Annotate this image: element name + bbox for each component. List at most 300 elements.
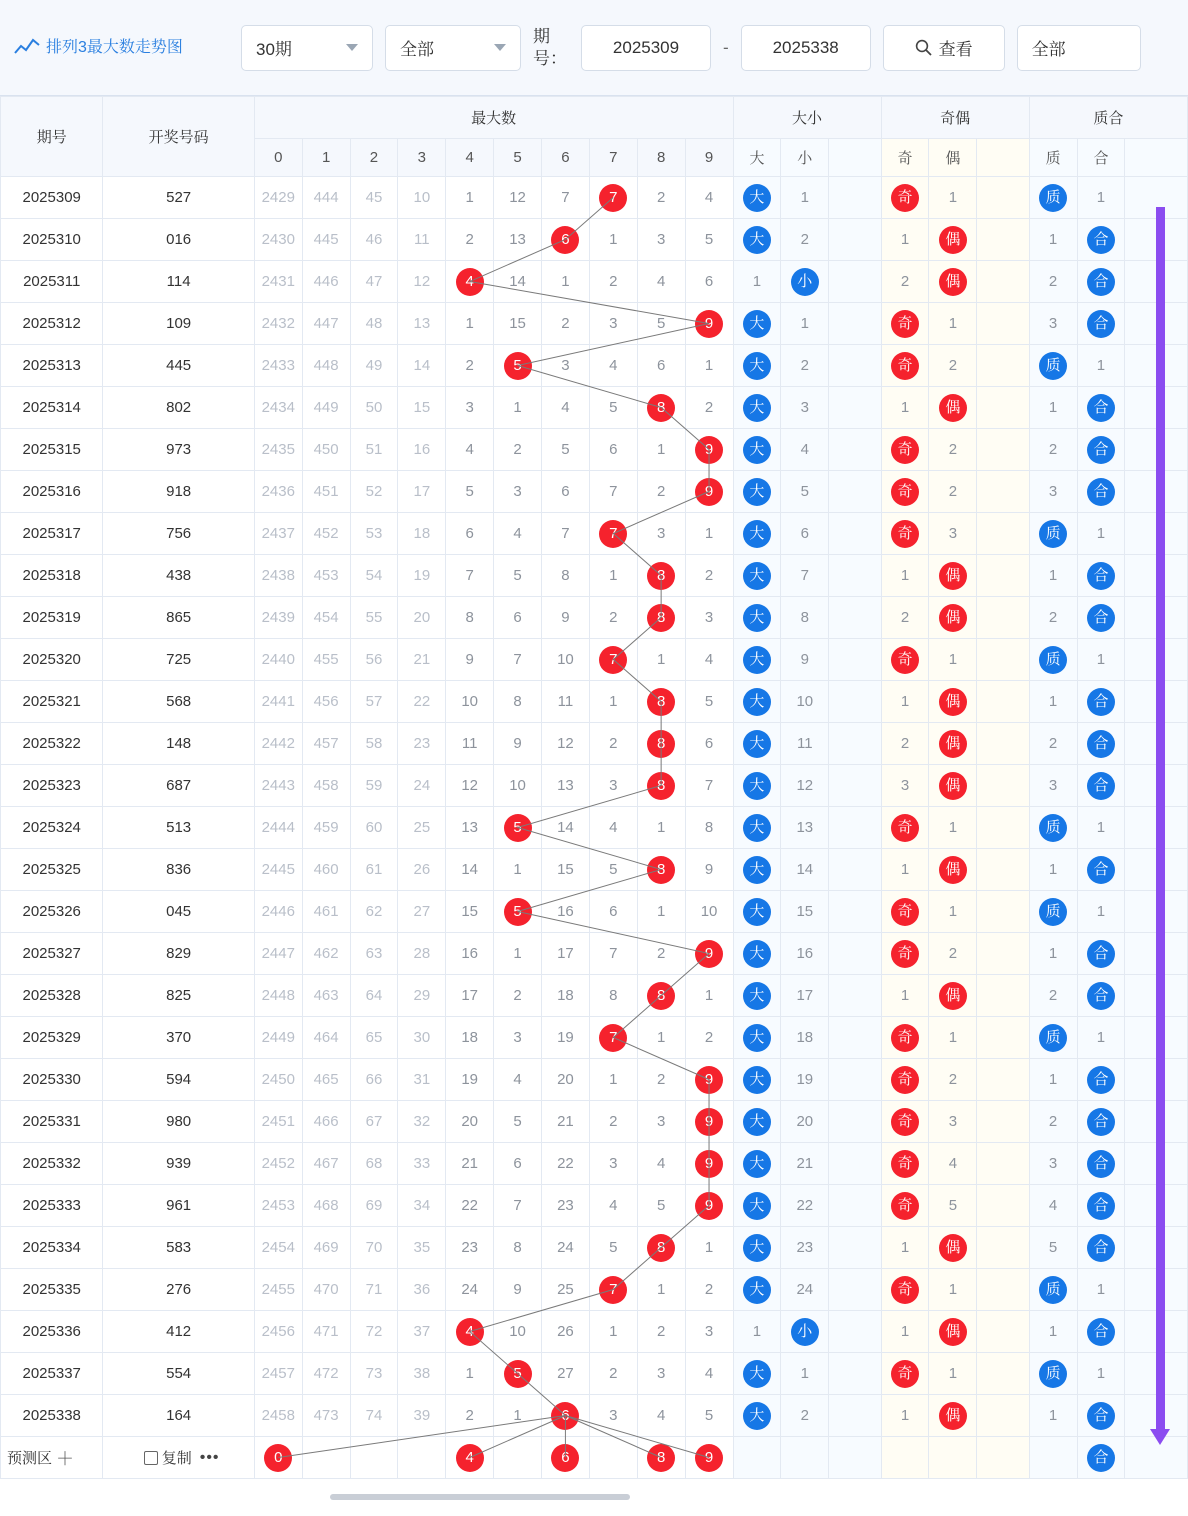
cell-max-hit-5 bbox=[494, 1353, 542, 1395]
cell-max-miss-6: 21 bbox=[541, 1101, 589, 1143]
cell-max-miss-6: 6 bbox=[541, 471, 589, 513]
table-row bbox=[1, 891, 1188, 933]
predict-cell-2[interactable] bbox=[350, 1437, 398, 1479]
cell-prime-comp bbox=[1077, 555, 1125, 597]
predict-ball: 8 bbox=[647, 1444, 675, 1472]
cell-prime-comp: 1 bbox=[1077, 1269, 1125, 1311]
cell-max-miss-1: 455 bbox=[302, 639, 350, 681]
cell-parity-spacer bbox=[977, 429, 1029, 471]
cell-prime-prime: 2 bbox=[1029, 429, 1077, 471]
predict-spacer-5 bbox=[977, 1437, 1029, 1479]
cell-parity-odd bbox=[881, 1269, 929, 1311]
hit-ball: 7 bbox=[599, 1024, 627, 1052]
cell-max-miss-6: 12 bbox=[541, 723, 589, 765]
th-max-col-8: 8 bbox=[637, 139, 685, 177]
cell-max-miss-6: 23 bbox=[541, 1185, 589, 1227]
more-options-button[interactable]: ••• bbox=[199, 1448, 220, 1466]
cell-max-miss-5: 5 bbox=[494, 555, 542, 597]
cell-max-miss-2: 54 bbox=[350, 555, 398, 597]
horizontal-scrollbar[interactable] bbox=[0, 1493, 1188, 1501]
cell-parity-odd: 2 bbox=[881, 723, 929, 765]
cell-max-miss-3: 29 bbox=[398, 975, 446, 1017]
predict-cell-7[interactable] bbox=[589, 1437, 637, 1479]
cell-size-small: 23 bbox=[781, 1227, 829, 1269]
cell-parity-odd: 1 bbox=[881, 975, 929, 1017]
cell-size-small: 2 bbox=[781, 345, 829, 387]
cell-max-miss-6: 11 bbox=[541, 681, 589, 723]
cell-parity-odd: 2 bbox=[881, 597, 929, 639]
th-max-col-5: 5 bbox=[494, 139, 542, 177]
cell-size-spacer bbox=[829, 1059, 881, 1101]
cell-max-miss-6: 8 bbox=[541, 555, 589, 597]
hit-ball: 9 bbox=[695, 1150, 723, 1178]
cell-draw: 109 bbox=[103, 303, 254, 345]
cell-size-big-ball: 大 bbox=[743, 1066, 771, 1094]
cell-max-miss-6: 17 bbox=[541, 933, 589, 975]
cell-parity-spacer bbox=[977, 639, 1029, 681]
cell-parity-spacer bbox=[977, 1185, 1029, 1227]
cell-size-small: 11 bbox=[781, 723, 829, 765]
cell-prime-prime-ball: 质 bbox=[1039, 1024, 1067, 1052]
table-row bbox=[1, 681, 1188, 723]
cell-max-miss-1: 470 bbox=[302, 1269, 350, 1311]
cell-max-miss-1: 461 bbox=[302, 891, 350, 933]
cell-max-miss-4: 2 bbox=[446, 345, 494, 387]
cell-parity-even-ball: 偶 bbox=[939, 268, 967, 296]
cell-size-small: 10 bbox=[781, 681, 829, 723]
cell-max-hit-7 bbox=[589, 1017, 637, 1059]
cell-max-miss-3: 33 bbox=[398, 1143, 446, 1185]
cell-parity-even: 1 bbox=[929, 1269, 977, 1311]
cell-parity-spacer bbox=[977, 891, 1029, 933]
add-icon[interactable]: ＋ bbox=[56, 1448, 75, 1469]
hit-ball: 9 bbox=[695, 1066, 723, 1094]
table-row bbox=[1, 1311, 1188, 1353]
cell-parity-even bbox=[929, 1395, 977, 1437]
cell-max-miss-0: 2429 bbox=[254, 177, 302, 219]
cell-max-miss-2: 56 bbox=[350, 639, 398, 681]
cell-parity-even-ball: 偶 bbox=[939, 730, 967, 758]
cell-size-big bbox=[733, 1017, 781, 1059]
cell-max-miss-4: 2 bbox=[446, 219, 494, 261]
th-parity-odd: 奇 bbox=[881, 139, 929, 177]
cell-prime-prime bbox=[1029, 807, 1077, 849]
cell-prime-comp-ball: 合 bbox=[1087, 226, 1115, 254]
cell-size-big bbox=[733, 177, 781, 219]
cell-max-miss-1: 468 bbox=[302, 1185, 350, 1227]
cell-max-miss-1: 465 bbox=[302, 1059, 350, 1101]
table-row bbox=[1, 513, 1188, 555]
cell-max-miss-6: 27 bbox=[541, 1353, 589, 1395]
cell-max-miss-2: 66 bbox=[350, 1059, 398, 1101]
cell-max-miss-0: 2447 bbox=[254, 933, 302, 975]
cell-max-miss-8: 3 bbox=[637, 513, 685, 555]
cell-parity-odd bbox=[881, 471, 929, 513]
cell-max-miss-1: 458 bbox=[302, 765, 350, 807]
cell-max-miss-8: 5 bbox=[637, 1185, 685, 1227]
cell-parity-odd: 1 bbox=[881, 681, 929, 723]
cell-draw: 016 bbox=[103, 219, 254, 261]
cell-max-miss-8: 2 bbox=[637, 1311, 685, 1353]
cell-max-miss-6: 22 bbox=[541, 1143, 589, 1185]
cell-prime-prime: 1 bbox=[1029, 849, 1077, 891]
cell-max-miss-1: 464 bbox=[302, 1017, 350, 1059]
cell-parity-spacer bbox=[977, 1143, 1029, 1185]
cell-prime-comp-ball: 合 bbox=[1087, 982, 1115, 1010]
cell-prime-prime: 3 bbox=[1029, 1143, 1077, 1185]
cell-max-miss-5: 9 bbox=[494, 723, 542, 765]
cell-period: 2025324 bbox=[1, 807, 103, 849]
cell-max-hit-8 bbox=[637, 597, 685, 639]
cell-prime-prime: 1 bbox=[1029, 1059, 1077, 1101]
cell-parity-even-ball: 偶 bbox=[939, 688, 967, 716]
search-button-label: 查看 bbox=[938, 40, 973, 59]
table-row bbox=[1, 219, 1188, 261]
cell-max-miss-8: 3 bbox=[637, 1353, 685, 1395]
cell-max-miss-6: 4 bbox=[541, 387, 589, 429]
cell-size-big-ball: 大 bbox=[743, 1276, 771, 1304]
cell-parity-even bbox=[929, 261, 977, 303]
cell-parity-odd: 1 bbox=[881, 1395, 929, 1437]
cell-prime-prime: 2 bbox=[1029, 261, 1077, 303]
cell-prime-comp bbox=[1077, 765, 1125, 807]
chart-title-link[interactable] bbox=[14, 35, 229, 61]
cell-size-small: 8 bbox=[781, 597, 829, 639]
cell-size-spacer bbox=[829, 345, 881, 387]
cell-size-big bbox=[733, 765, 781, 807]
cell-prime-prime-ball: 质 bbox=[1039, 520, 1067, 548]
cell-parity-spacer bbox=[977, 1227, 1029, 1269]
cell-prime-comp-ball: 合 bbox=[1087, 1066, 1115, 1094]
cell-max-hit-9 bbox=[685, 1059, 733, 1101]
cell-max-miss-8: 4 bbox=[637, 1395, 685, 1437]
cell-max-hit-6 bbox=[541, 1395, 589, 1437]
cell-prime-prime bbox=[1029, 891, 1077, 933]
cell-max-miss-3: 13 bbox=[398, 303, 446, 345]
cell-max-hit-8 bbox=[637, 387, 685, 429]
cell-prime-prime: 3 bbox=[1029, 303, 1077, 345]
chart-line-icon bbox=[14, 37, 40, 59]
cell-parity-spacer bbox=[977, 1101, 1029, 1143]
cell-max-miss-3: 21 bbox=[398, 639, 446, 681]
cell-size-big-ball: 大 bbox=[743, 1024, 771, 1052]
cell-max-miss-3: 20 bbox=[398, 597, 446, 639]
hit-ball: 8 bbox=[647, 772, 675, 800]
cell-prime-comp-ball: 合 bbox=[1087, 772, 1115, 800]
cell-parity-odd bbox=[881, 345, 929, 387]
cell-max-miss-2: 69 bbox=[350, 1185, 398, 1227]
cell-max-miss-0: 2439 bbox=[254, 597, 302, 639]
cell-parity-even bbox=[929, 681, 977, 723]
th-parity-spacer bbox=[977, 139, 1029, 177]
cell-max-miss-2: 55 bbox=[350, 597, 398, 639]
cell-max-miss-3: 22 bbox=[398, 681, 446, 723]
cell-prime-comp bbox=[1077, 597, 1125, 639]
cell-parity-even: 1 bbox=[929, 807, 977, 849]
trend-table bbox=[0, 96, 1188, 1479]
cell-period: 2025334 bbox=[1, 1227, 103, 1269]
cell-parity-odd bbox=[881, 933, 929, 975]
cell-size-big-ball: 大 bbox=[743, 226, 771, 254]
cell-size-spacer bbox=[829, 1017, 881, 1059]
hit-ball: 8 bbox=[647, 562, 675, 590]
cell-size-spacer bbox=[829, 471, 881, 513]
cell-max-hit-8 bbox=[637, 555, 685, 597]
predict-cell-3[interactable] bbox=[398, 1437, 446, 1479]
cell-max-miss-2: 71 bbox=[350, 1269, 398, 1311]
cell-max-miss-8: 4 bbox=[637, 261, 685, 303]
cell-period: 2025332 bbox=[1, 1143, 103, 1185]
cell-draw: 164 bbox=[103, 1395, 254, 1437]
cell-size-small bbox=[781, 261, 829, 303]
cell-size-small: 12 bbox=[781, 765, 829, 807]
cell-parity-spacer bbox=[977, 1269, 1029, 1311]
predict-cell-8[interactable] bbox=[637, 1437, 685, 1479]
th-max-col-2: 2 bbox=[350, 139, 398, 177]
cell-size-spacer bbox=[829, 1311, 881, 1353]
filter-all-select[interactable] bbox=[385, 25, 521, 71]
copy-button[interactable]: 复制 bbox=[144, 1447, 192, 1468]
cell-max-miss-9: 2 bbox=[685, 1017, 733, 1059]
cell-max-miss-6: 7 bbox=[541, 513, 589, 555]
predict-cell-0[interactable] bbox=[254, 1437, 302, 1479]
cell-period: 2025310 bbox=[1, 219, 103, 261]
cell-size-big-ball: 大 bbox=[743, 352, 771, 380]
predict-ball: 6 bbox=[551, 1444, 579, 1472]
cell-max-miss-7: 3 bbox=[589, 765, 637, 807]
th-parity-even: 偶 bbox=[929, 139, 977, 177]
cell-max-miss-4: 16 bbox=[446, 933, 494, 975]
cell-size-big bbox=[733, 1353, 781, 1395]
cell-max-hit-8 bbox=[637, 1227, 685, 1269]
cell-max-miss-9: 10 bbox=[685, 891, 733, 933]
cell-max-hit-9 bbox=[685, 471, 733, 513]
cell-max-miss-1: 472 bbox=[302, 1353, 350, 1395]
cell-size-big-ball: 大 bbox=[743, 940, 771, 968]
th-max-col-6: 6 bbox=[541, 139, 589, 177]
hit-ball: 9 bbox=[695, 1192, 723, 1220]
cell-max-miss-9: 4 bbox=[685, 177, 733, 219]
cell-max-miss-9: 4 bbox=[685, 1353, 733, 1395]
cell-prime-prime: 3 bbox=[1029, 765, 1077, 807]
trend-table-wrap bbox=[0, 96, 1188, 1479]
cell-prime-comp-ball: 合 bbox=[1087, 436, 1115, 464]
cell-prime-prime: 1 bbox=[1029, 933, 1077, 975]
cell-size-big bbox=[733, 681, 781, 723]
cell-draw: 973 bbox=[103, 429, 254, 471]
cell-max-miss-1: 467 bbox=[302, 1143, 350, 1185]
cell-draw: 865 bbox=[103, 597, 254, 639]
cell-size-big bbox=[733, 1269, 781, 1311]
cell-size-small: 22 bbox=[781, 1185, 829, 1227]
cell-max-miss-5: 8 bbox=[494, 1227, 542, 1269]
cell-max-miss-1: 471 bbox=[302, 1311, 350, 1353]
cell-max-miss-3: 10 bbox=[398, 177, 446, 219]
cell-max-hit-9 bbox=[685, 933, 733, 975]
cell-max-miss-4: 1 bbox=[446, 177, 494, 219]
cell-draw: 756 bbox=[103, 513, 254, 555]
predict-cell-6[interactable] bbox=[541, 1437, 589, 1479]
cell-parity-spacer bbox=[977, 975, 1029, 1017]
hit-ball: 5 bbox=[504, 814, 532, 842]
cell-prime-prime: 2 bbox=[1029, 975, 1077, 1017]
cell-max-miss-5: 1 bbox=[494, 1395, 542, 1437]
cell-parity-odd-ball: 奇 bbox=[891, 646, 919, 674]
cell-parity-even-ball: 偶 bbox=[939, 1402, 967, 1430]
cell-max-miss-4: 15 bbox=[446, 891, 494, 933]
cell-prime-prime-ball: 质 bbox=[1039, 184, 1067, 212]
hit-ball: 7 bbox=[599, 520, 627, 548]
cell-max-miss-7: 1 bbox=[589, 555, 637, 597]
cell-size-small: 18 bbox=[781, 1017, 829, 1059]
cell-size-small: 2 bbox=[781, 1395, 829, 1437]
cell-max-miss-9: 2 bbox=[685, 555, 733, 597]
predict-comp-cell bbox=[1077, 1437, 1125, 1479]
cell-max-miss-2: 53 bbox=[350, 513, 398, 555]
cell-max-miss-3: 19 bbox=[398, 555, 446, 597]
hit-ball: 9 bbox=[695, 1108, 723, 1136]
cell-parity-spacer bbox=[977, 807, 1029, 849]
cell-prime-comp bbox=[1077, 219, 1125, 261]
cell-parity-odd: 1 bbox=[881, 219, 929, 261]
cell-max-miss-1: 453 bbox=[302, 555, 350, 597]
cell-size-small: 20 bbox=[781, 1101, 829, 1143]
cell-size-big-ball: 大 bbox=[743, 772, 771, 800]
cell-draw: 939 bbox=[103, 1143, 254, 1185]
cell-parity-spacer bbox=[977, 303, 1029, 345]
cell-parity-spacer bbox=[977, 849, 1029, 891]
cell-prime-prime-ball: 质 bbox=[1039, 1276, 1067, 1304]
scrollbar-thumb[interactable] bbox=[330, 1494, 630, 1500]
cell-max-miss-3: 37 bbox=[398, 1311, 446, 1353]
predict-actions-cell bbox=[103, 1437, 254, 1479]
cell-parity-odd bbox=[881, 513, 929, 555]
cell-max-miss-9: 1 bbox=[685, 345, 733, 387]
cell-parity-even: 1 bbox=[929, 303, 977, 345]
cell-parity-odd: 1 bbox=[881, 387, 929, 429]
predict-cell-5[interactable] bbox=[494, 1437, 542, 1479]
cell-max-miss-5: 1 bbox=[494, 849, 542, 891]
chevron-down-icon bbox=[494, 44, 506, 51]
cell-size-spacer bbox=[829, 303, 881, 345]
cell-max-hit-8 bbox=[637, 849, 685, 891]
cell-max-miss-8: 1 bbox=[637, 807, 685, 849]
th-max-col-3: 3 bbox=[398, 139, 446, 177]
predict-cell-1[interactable] bbox=[302, 1437, 350, 1479]
cell-size-big-ball: 大 bbox=[743, 688, 771, 716]
search-button[interactable] bbox=[883, 25, 1005, 71]
cell-max-miss-6: 16 bbox=[541, 891, 589, 933]
cell-prime-comp bbox=[1077, 261, 1125, 303]
cell-prime-prime-ball: 质 bbox=[1039, 898, 1067, 926]
cell-parity-even: 1 bbox=[929, 1017, 977, 1059]
cell-size-small: 3 bbox=[781, 387, 829, 429]
cell-max-miss-7: 2 bbox=[589, 1353, 637, 1395]
cell-prime-comp: 1 bbox=[1077, 345, 1125, 387]
cell-prime-comp bbox=[1077, 303, 1125, 345]
cell-parity-odd bbox=[881, 891, 929, 933]
period-count-select[interactable] bbox=[241, 25, 373, 71]
cell-prime-comp-ball: 合 bbox=[1087, 268, 1115, 296]
cell-parity-odd-ball: 奇 bbox=[891, 352, 919, 380]
cell-max-miss-0: 2450 bbox=[254, 1059, 302, 1101]
cell-parity-odd bbox=[881, 177, 929, 219]
cell-size-small: 15 bbox=[781, 891, 829, 933]
cell-size-spacer bbox=[829, 387, 881, 429]
cell-max-miss-4: 22 bbox=[446, 1185, 494, 1227]
predict-cell-9[interactable] bbox=[685, 1437, 733, 1479]
th-parity-group: 奇偶 bbox=[881, 97, 1029, 139]
cell-size-big-ball: 大 bbox=[743, 310, 771, 338]
cell-parity-even bbox=[929, 723, 977, 765]
cell-parity-odd-ball: 奇 bbox=[891, 184, 919, 212]
cell-max-miss-1: 454 bbox=[302, 597, 350, 639]
cell-size-small: 2 bbox=[781, 219, 829, 261]
cell-max-miss-3: 38 bbox=[398, 1353, 446, 1395]
cell-size-small: 16 bbox=[781, 933, 829, 975]
cell-max-miss-4: 24 bbox=[446, 1269, 494, 1311]
cell-parity-even bbox=[929, 765, 977, 807]
cell-max-miss-7: 7 bbox=[589, 933, 637, 975]
cell-draw: 276 bbox=[103, 1269, 254, 1311]
cell-draw: 554 bbox=[103, 1353, 254, 1395]
cell-max-hit-4 bbox=[446, 1311, 494, 1353]
cell-draw: 594 bbox=[103, 1059, 254, 1101]
cell-size-small: 1 bbox=[781, 1353, 829, 1395]
cell-max-miss-9: 3 bbox=[685, 597, 733, 639]
cell-max-miss-1: 450 bbox=[302, 429, 350, 471]
predict-spacer-3 bbox=[881, 1437, 929, 1479]
hit-ball: 4 bbox=[456, 268, 484, 296]
predict-cell-4[interactable] bbox=[446, 1437, 494, 1479]
th-period: 期号 bbox=[1, 97, 103, 177]
cell-max-miss-1: 452 bbox=[302, 513, 350, 555]
predict-spacer-2 bbox=[829, 1437, 881, 1479]
hit-ball: 9 bbox=[695, 310, 723, 338]
cell-max-miss-6: 24 bbox=[541, 1227, 589, 1269]
cell-prime-prime: 1 bbox=[1029, 555, 1077, 597]
cell-max-miss-0: 2457 bbox=[254, 1353, 302, 1395]
cell-size-big bbox=[733, 891, 781, 933]
cell-size-big bbox=[733, 555, 781, 597]
cell-max-miss-3: 24 bbox=[398, 765, 446, 807]
end-period-input[interactable] bbox=[741, 25, 871, 71]
cell-size-big bbox=[733, 387, 781, 429]
cell-period: 2025327 bbox=[1, 933, 103, 975]
cell-prime-prime bbox=[1029, 1269, 1077, 1311]
cell-size-big-ball: 大 bbox=[743, 982, 771, 1010]
cell-max-miss-7: 6 bbox=[589, 891, 637, 933]
cell-size-spacer bbox=[829, 891, 881, 933]
cell-max-miss-5: 13 bbox=[494, 219, 542, 261]
trailing-all-select[interactable] bbox=[1017, 25, 1141, 71]
start-period-input[interactable] bbox=[581, 25, 711, 71]
cell-max-miss-9: 1 bbox=[685, 975, 733, 1017]
cell-prime-comp bbox=[1077, 1101, 1125, 1143]
cell-max-hit-8 bbox=[637, 681, 685, 723]
cell-max-miss-1: 449 bbox=[302, 387, 350, 429]
cell-max-miss-8: 6 bbox=[637, 345, 685, 387]
cell-size-small: 9 bbox=[781, 639, 829, 681]
cell-prime-comp-ball: 合 bbox=[1087, 478, 1115, 506]
cell-max-miss-3: 32 bbox=[398, 1101, 446, 1143]
cell-prime-comp-ball: 合 bbox=[1087, 940, 1115, 968]
cell-period: 2025321 bbox=[1, 681, 103, 723]
cell-max-hit-9 bbox=[685, 429, 733, 471]
cell-max-miss-6: 14 bbox=[541, 807, 589, 849]
th-draw: 开奖号码 bbox=[103, 97, 254, 177]
cell-max-miss-0: 2451 bbox=[254, 1101, 302, 1143]
